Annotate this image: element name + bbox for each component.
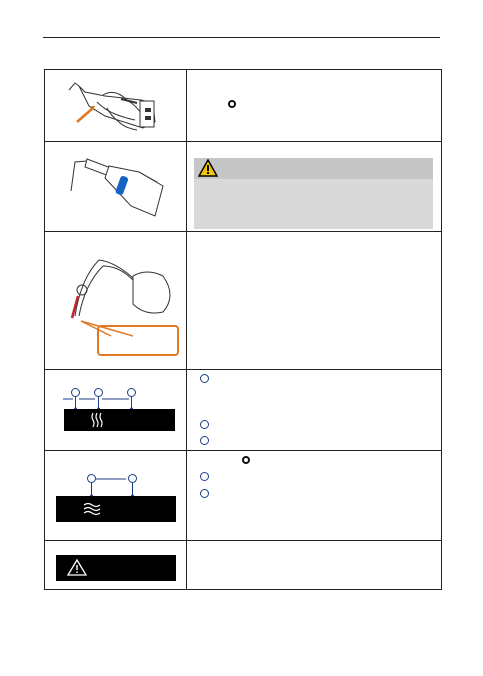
warning-triangle-icon (56, 555, 176, 581)
callout-circle (200, 436, 209, 445)
press-arrow-icon (77, 108, 93, 122)
table-row (45, 370, 442, 451)
water-waves-icon (56, 496, 176, 522)
callout-circle (200, 472, 209, 481)
water-display-text-cell (187, 451, 442, 541)
warning-display-text-cell (187, 541, 442, 590)
table-row (45, 541, 442, 590)
light-callout-box (97, 325, 179, 356)
tip-light-cell (45, 232, 187, 370)
handpiece-illustration-cell (45, 70, 187, 142)
display-panel (56, 496, 176, 522)
handpiece-text-cell (187, 70, 442, 142)
button-ring-icon (228, 100, 236, 108)
handpiece-with-blue-ring-illustration (45, 142, 186, 231)
ring-illustration-cell (45, 142, 187, 232)
hand-holding-handpiece-illustration (45, 70, 186, 141)
warning-text-cell (187, 142, 442, 232)
table-row (45, 70, 442, 142)
callout-circle (200, 489, 209, 498)
warning-display-cell (45, 541, 187, 590)
table-row (45, 451, 442, 541)
heat-display-cell (45, 370, 187, 451)
warning-header (194, 158, 433, 179)
warning-box (194, 158, 433, 229)
heat-waves-icon (64, 409, 175, 431)
callout-circle (200, 420, 209, 429)
table-row (45, 232, 442, 370)
water-display-cell (45, 451, 187, 541)
table-row (45, 142, 442, 232)
header-rule (43, 37, 440, 38)
display-panel (64, 409, 175, 431)
display-panel (56, 555, 176, 581)
instruction-table (44, 69, 442, 590)
heat-display-text-cell (187, 370, 442, 451)
callout-circle (200, 374, 209, 383)
tip-light-text-cell (187, 232, 442, 370)
button-ring-icon (242, 456, 250, 464)
warning-icon (198, 159, 218, 177)
